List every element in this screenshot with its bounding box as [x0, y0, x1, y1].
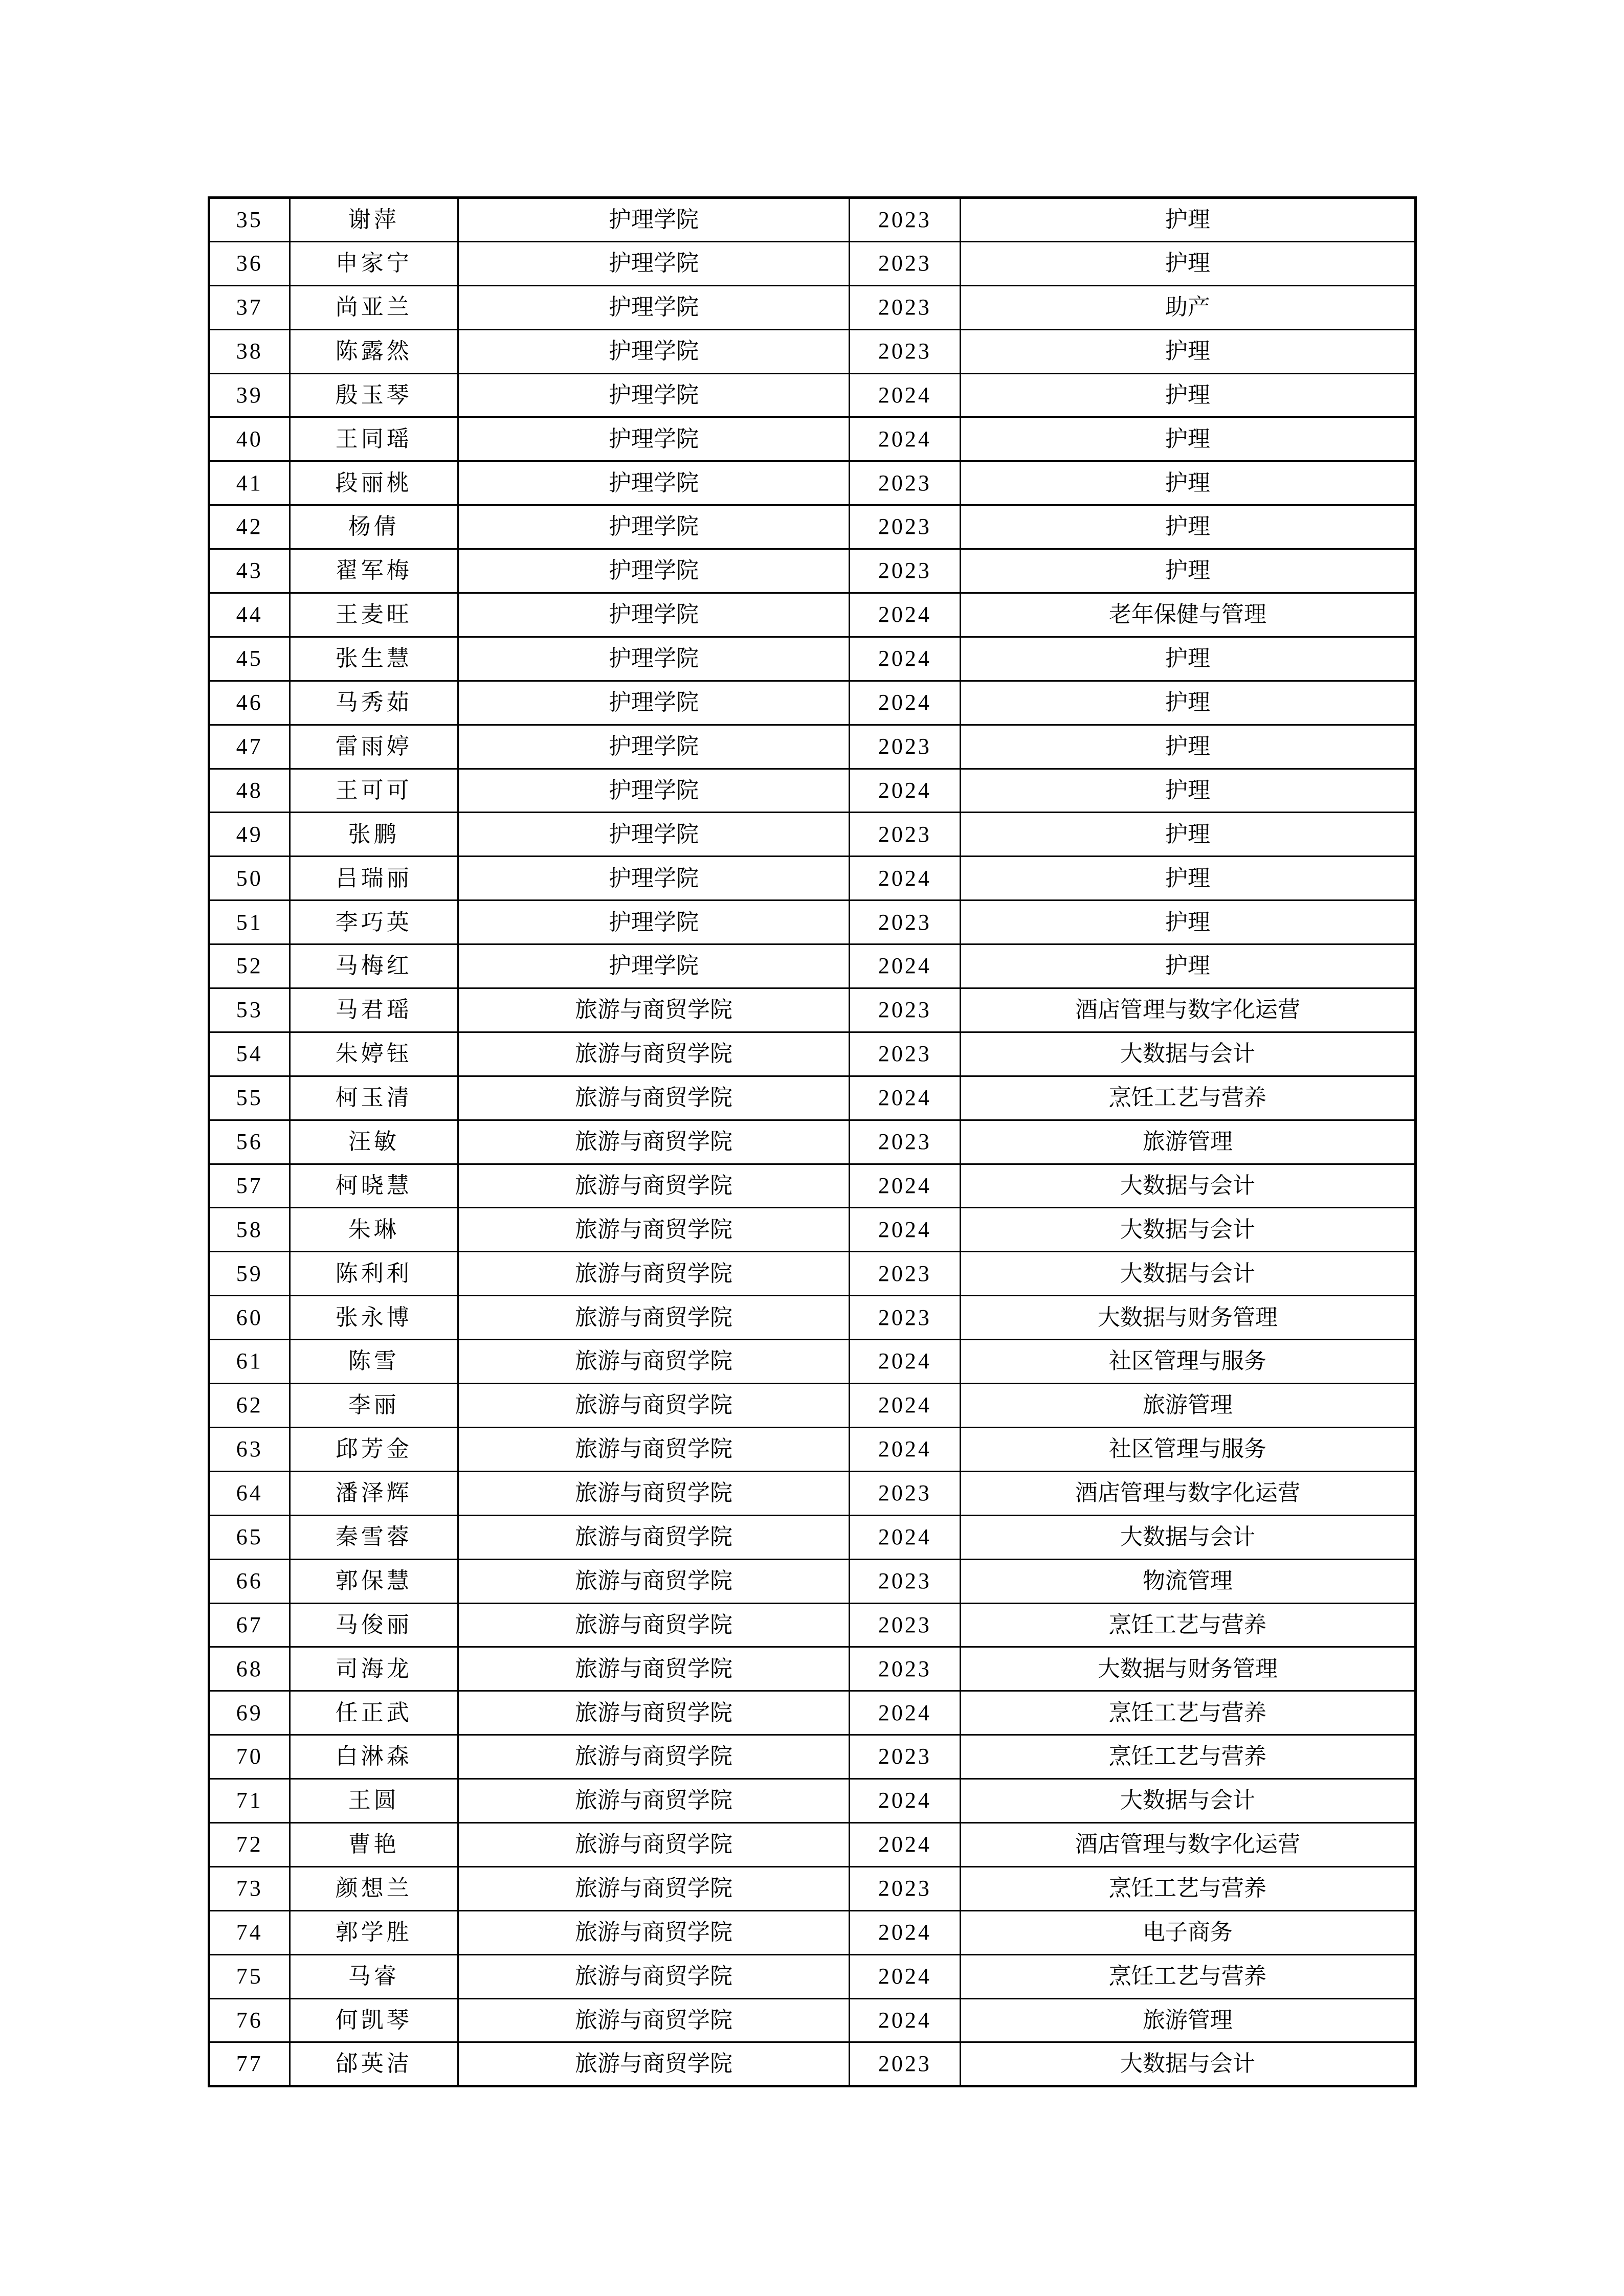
cell-major: 护理 [960, 725, 1415, 769]
table-row [209, 1559, 1416, 1603]
cell-row-number: 36 [209, 241, 290, 285]
cell-major: 大数据与会计 [960, 1779, 1415, 1823]
table-row [209, 857, 1416, 901]
cell-college: 护理学院 [458, 417, 849, 461]
cell-major: 护理 [960, 813, 1415, 857]
cell-college: 护理学院 [458, 329, 849, 373]
cell-row-number: 54 [209, 1032, 290, 1076]
cell-grade-year: 2023 [850, 2042, 961, 2086]
cell-college: 护理学院 [458, 944, 849, 988]
cell-student-name: 朱琳 [290, 1208, 458, 1252]
cell-grade-year: 2024 [850, 769, 961, 813]
cell-college: 旅游与商贸学院 [458, 1691, 849, 1735]
cell-college: 旅游与商贸学院 [458, 1252, 849, 1296]
cell-college: 护理学院 [458, 769, 849, 813]
cell-college: 旅游与商贸学院 [458, 1822, 849, 1866]
table-row [209, 1866, 1416, 1910]
cell-major: 酒店管理与数字化运营 [960, 1471, 1415, 1515]
cell-college: 护理学院 [458, 461, 849, 505]
cell-grade-year: 2024 [850, 1076, 961, 1120]
cell-row-number: 57 [209, 1164, 290, 1208]
cell-grade-year: 2023 [850, 198, 961, 242]
cell-student-name: 邱芳金 [290, 1427, 458, 1471]
table-row [209, 1954, 1416, 1998]
cell-row-number: 42 [209, 505, 290, 549]
cell-major: 护理 [960, 417, 1415, 461]
table-row [209, 1252, 1416, 1296]
table-row [209, 681, 1416, 725]
cell-student-name: 吕瑞丽 [290, 857, 458, 901]
cell-major: 大数据与财务管理 [960, 1296, 1415, 1340]
cell-row-number: 55 [209, 1076, 290, 1120]
cell-college: 旅游与商贸学院 [458, 1427, 849, 1471]
cell-grade-year: 2023 [850, 1120, 961, 1164]
cell-student-name: 马梅红 [290, 944, 458, 988]
cell-row-number: 74 [209, 1910, 290, 1954]
cell-major: 大数据与会计 [960, 1515, 1415, 1559]
cell-major: 老年保健与管理 [960, 593, 1415, 637]
cell-grade-year: 2023 [850, 329, 961, 373]
table-row [209, 725, 1416, 769]
cell-student-name: 柯晓慧 [290, 1164, 458, 1208]
table-row [209, 1647, 1416, 1691]
cell-grade-year: 2023 [850, 241, 961, 285]
cell-college: 旅游与商贸学院 [458, 1296, 849, 1340]
cell-student-name: 杨倩 [290, 505, 458, 549]
cell-student-name: 秦雪蓉 [290, 1515, 458, 1559]
cell-student-name: 任正武 [290, 1691, 458, 1735]
cell-grade-year: 2024 [850, 1910, 961, 1954]
table-row [209, 769, 1416, 813]
cell-row-number: 66 [209, 1559, 290, 1603]
cell-grade-year: 2023 [850, 1471, 961, 1515]
cell-college: 旅游与商贸学院 [458, 1603, 849, 1647]
cell-student-name: 白淋森 [290, 1735, 458, 1779]
table-row [209, 1735, 1416, 1779]
cell-grade-year: 2023 [850, 901, 961, 944]
cell-major: 大数据与会计 [960, 2042, 1415, 2086]
cell-grade-year: 2024 [850, 417, 961, 461]
table-row [209, 1603, 1416, 1647]
cell-college: 旅游与商贸学院 [458, 1647, 849, 1691]
cell-row-number: 44 [209, 593, 290, 637]
table-row [209, 813, 1416, 857]
cell-college: 护理学院 [458, 681, 849, 725]
cell-row-number: 43 [209, 549, 290, 593]
cell-college: 护理学院 [458, 637, 849, 681]
cell-student-name: 马君瑶 [290, 988, 458, 1032]
cell-grade-year: 2024 [850, 1779, 961, 1823]
cell-major: 烹饪工艺与营养 [960, 1735, 1415, 1779]
cell-student-name: 王麦旺 [290, 593, 458, 637]
cell-row-number: 37 [209, 285, 290, 329]
table-row [209, 1340, 1416, 1384]
cell-major: 护理 [960, 241, 1415, 285]
cell-student-name: 马秀茹 [290, 681, 458, 725]
cell-student-name: 颜想兰 [290, 1866, 458, 1910]
table-row [209, 461, 1416, 505]
cell-college: 护理学院 [458, 373, 849, 417]
cell-major: 电子商务 [960, 1910, 1415, 1954]
table-row [209, 1822, 1416, 1866]
cell-row-number: 50 [209, 857, 290, 901]
cell-student-name: 王圆 [290, 1779, 458, 1823]
cell-row-number: 53 [209, 988, 290, 1032]
cell-row-number: 73 [209, 1866, 290, 1910]
cell-college: 护理学院 [458, 505, 849, 549]
cell-college: 旅游与商贸学院 [458, 1998, 849, 2042]
cell-row-number: 60 [209, 1296, 290, 1340]
cell-major: 烹饪工艺与营养 [960, 1866, 1415, 1910]
cell-grade-year: 2023 [850, 1296, 961, 1340]
cell-grade-year: 2023 [850, 1603, 961, 1647]
cell-major: 旅游管理 [960, 1120, 1415, 1164]
cell-grade-year: 2024 [850, 593, 961, 637]
cell-row-number: 40 [209, 417, 290, 461]
cell-grade-year: 2024 [850, 1515, 961, 1559]
cell-major: 大数据与会计 [960, 1208, 1415, 1252]
cell-student-name: 陈利利 [290, 1252, 458, 1296]
cell-student-name: 朱婷钰 [290, 1032, 458, 1076]
cell-student-name: 翟军梅 [290, 549, 458, 593]
cell-student-name: 谢萍 [290, 198, 458, 242]
cell-row-number: 75 [209, 1954, 290, 1998]
cell-college: 旅游与商贸学院 [458, 1515, 849, 1559]
cell-college: 旅游与商贸学院 [458, 1208, 849, 1252]
cell-major: 护理 [960, 549, 1415, 593]
cell-major: 社区管理与服务 [960, 1427, 1415, 1471]
cell-major: 护理 [960, 461, 1415, 505]
cell-row-number: 49 [209, 813, 290, 857]
cell-student-name: 郭学胜 [290, 1910, 458, 1954]
cell-college: 护理学院 [458, 549, 849, 593]
cell-grade-year: 2023 [850, 461, 961, 505]
cell-major: 护理 [960, 681, 1415, 725]
cell-row-number: 51 [209, 901, 290, 944]
cell-row-number: 46 [209, 681, 290, 725]
cell-grade-year: 2024 [850, 857, 961, 901]
cell-student-name: 王同瑶 [290, 417, 458, 461]
cell-college: 护理学院 [458, 241, 849, 285]
cell-grade-year: 2023 [850, 285, 961, 329]
cell-grade-year: 2023 [850, 988, 961, 1032]
table-row [209, 505, 1416, 549]
cell-college: 旅游与商贸学院 [458, 1779, 849, 1823]
table-row [209, 1032, 1416, 1076]
cell-college: 旅游与商贸学院 [458, 1559, 849, 1603]
cell-major: 酒店管理与数字化运营 [960, 988, 1415, 1032]
cell-major: 大数据与会计 [960, 1032, 1415, 1076]
student-roster-table-body [209, 198, 1416, 2086]
cell-major: 护理 [960, 901, 1415, 944]
cell-row-number: 35 [209, 198, 290, 242]
cell-student-name: 张鹏 [290, 813, 458, 857]
cell-college: 护理学院 [458, 593, 849, 637]
table-row [209, 1691, 1416, 1735]
table-row [209, 944, 1416, 988]
cell-college: 旅游与商贸学院 [458, 1866, 849, 1910]
cell-major: 烹饪工艺与营养 [960, 1691, 1415, 1735]
cell-row-number: 52 [209, 944, 290, 988]
cell-grade-year: 2024 [850, 1208, 961, 1252]
cell-college: 旅游与商贸学院 [458, 1340, 849, 1384]
cell-college: 护理学院 [458, 857, 849, 901]
cell-student-name: 邰英洁 [290, 2042, 458, 2086]
cell-college: 旅游与商贸学院 [458, 2042, 849, 2086]
table-row [209, 329, 1416, 373]
cell-student-name: 申家宁 [290, 241, 458, 285]
cell-grade-year: 2024 [850, 681, 961, 725]
cell-row-number: 61 [209, 1340, 290, 1384]
cell-major: 烹饪工艺与营养 [960, 1954, 1415, 1998]
cell-college: 旅游与商贸学院 [458, 1471, 849, 1515]
cell-row-number: 69 [209, 1691, 290, 1735]
cell-college: 护理学院 [458, 198, 849, 242]
table-row [209, 1208, 1416, 1252]
cell-row-number: 41 [209, 461, 290, 505]
cell-grade-year: 2024 [850, 1384, 961, 1428]
table-row [209, 1471, 1416, 1515]
cell-major: 物流管理 [960, 1559, 1415, 1603]
cell-student-name: 汪敏 [290, 1120, 458, 1164]
cell-student-name: 陈露然 [290, 329, 458, 373]
cell-student-name: 柯玉清 [290, 1076, 458, 1120]
cell-major: 旅游管理 [960, 1384, 1415, 1428]
cell-major: 酒店管理与数字化运营 [960, 1822, 1415, 1866]
cell-student-name: 何凯琴 [290, 1998, 458, 2042]
cell-student-name: 尚亚兰 [290, 285, 458, 329]
cell-row-number: 45 [209, 637, 290, 681]
cell-row-number: 58 [209, 1208, 290, 1252]
table-row [209, 901, 1416, 944]
table-row [209, 1427, 1416, 1471]
table-row [209, 1910, 1416, 1954]
cell-row-number: 47 [209, 725, 290, 769]
cell-college: 旅游与商贸学院 [458, 1735, 849, 1779]
cell-grade-year: 2024 [850, 1822, 961, 1866]
cell-college: 旅游与商贸学院 [458, 1032, 849, 1076]
cell-row-number: 64 [209, 1471, 290, 1515]
cell-student-name: 张永博 [290, 1296, 458, 1340]
cell-college: 旅游与商贸学院 [458, 1164, 849, 1208]
table-row [209, 1384, 1416, 1428]
cell-major: 大数据与会计 [960, 1252, 1415, 1296]
cell-major: 助产 [960, 285, 1415, 329]
cell-student-name: 李丽 [290, 1384, 458, 1428]
cell-grade-year: 2023 [850, 1647, 961, 1691]
cell-grade-year: 2024 [850, 1164, 961, 1208]
cell-row-number: 76 [209, 1998, 290, 2042]
cell-major: 护理 [960, 944, 1415, 988]
cell-major: 大数据与财务管理 [960, 1647, 1415, 1691]
cell-grade-year: 2023 [850, 1735, 961, 1779]
cell-major: 大数据与会计 [960, 1164, 1415, 1208]
cell-grade-year: 2024 [850, 1427, 961, 1471]
table-row [209, 549, 1416, 593]
cell-college: 旅游与商贸学院 [458, 1076, 849, 1120]
cell-student-name: 雷雨婷 [290, 725, 458, 769]
cell-student-name: 王可可 [290, 769, 458, 813]
cell-row-number: 48 [209, 769, 290, 813]
cell-college: 旅游与商贸学院 [458, 1384, 849, 1428]
cell-student-name: 马俊丽 [290, 1603, 458, 1647]
cell-row-number: 77 [209, 2042, 290, 2086]
cell-grade-year: 2023 [850, 1559, 961, 1603]
cell-grade-year: 2024 [850, 1954, 961, 1998]
cell-college: 护理学院 [458, 725, 849, 769]
cell-student-name: 郭保慧 [290, 1559, 458, 1603]
cell-grade-year: 2023 [850, 813, 961, 857]
cell-row-number: 59 [209, 1252, 290, 1296]
cell-grade-year: 2024 [850, 1691, 961, 1735]
cell-major: 烹饪工艺与营养 [960, 1603, 1415, 1647]
cell-row-number: 72 [209, 1822, 290, 1866]
cell-row-number: 38 [209, 329, 290, 373]
cell-grade-year: 2024 [850, 944, 961, 988]
cell-college: 护理学院 [458, 901, 849, 944]
cell-grade-year: 2023 [850, 1032, 961, 1076]
table-row [209, 285, 1416, 329]
cell-student-name: 马睿 [290, 1954, 458, 1998]
cell-student-name: 段丽桃 [290, 461, 458, 505]
table-row [209, 373, 1416, 417]
table-row [209, 198, 1416, 242]
cell-major: 护理 [960, 637, 1415, 681]
cell-college: 护理学院 [458, 285, 849, 329]
cell-row-number: 56 [209, 1120, 290, 1164]
table-row [209, 1076, 1416, 1120]
cell-major: 护理 [960, 198, 1415, 242]
cell-row-number: 71 [209, 1779, 290, 1823]
table-row [209, 988, 1416, 1032]
cell-grade-year: 2023 [850, 1252, 961, 1296]
cell-major: 护理 [960, 373, 1415, 417]
cell-college: 旅游与商贸学院 [458, 1910, 849, 1954]
cell-college: 旅游与商贸学院 [458, 1120, 849, 1164]
cell-student-name: 陈雪 [290, 1340, 458, 1384]
cell-major: 旅游管理 [960, 1998, 1415, 2042]
cell-student-name: 李巧英 [290, 901, 458, 944]
cell-student-name: 张生慧 [290, 637, 458, 681]
cell-college: 护理学院 [458, 813, 849, 857]
cell-grade-year: 2024 [850, 637, 961, 681]
cell-grade-year: 2024 [850, 1340, 961, 1384]
table-row [209, 637, 1416, 681]
table-row [209, 241, 1416, 285]
cell-major: 社区管理与服务 [960, 1340, 1415, 1384]
cell-major: 护理 [960, 329, 1415, 373]
cell-major: 护理 [960, 857, 1415, 901]
cell-row-number: 65 [209, 1515, 290, 1559]
cell-row-number: 63 [209, 1427, 290, 1471]
table-row [209, 1120, 1416, 1164]
table-row [209, 2042, 1416, 2086]
student-roster-table [208, 196, 1417, 2087]
cell-student-name: 殷玉琴 [290, 373, 458, 417]
cell-student-name: 潘泽辉 [290, 1471, 458, 1515]
cell-grade-year: 2023 [850, 549, 961, 593]
cell-grade-year: 2023 [850, 1866, 961, 1910]
cell-grade-year: 2024 [850, 1998, 961, 2042]
cell-row-number: 68 [209, 1647, 290, 1691]
table-row [209, 1779, 1416, 1823]
table-row [209, 417, 1416, 461]
cell-major: 烹饪工艺与营养 [960, 1076, 1415, 1120]
cell-college: 旅游与商贸学院 [458, 988, 849, 1032]
table-row [209, 593, 1416, 637]
cell-row-number: 70 [209, 1735, 290, 1779]
table-row [209, 1998, 1416, 2042]
cell-row-number: 67 [209, 1603, 290, 1647]
cell-major: 护理 [960, 505, 1415, 549]
cell-grade-year: 2024 [850, 373, 961, 417]
cell-row-number: 39 [209, 373, 290, 417]
cell-row-number: 62 [209, 1384, 290, 1428]
cell-student-name: 司海龙 [290, 1647, 458, 1691]
cell-grade-year: 2023 [850, 505, 961, 549]
cell-college: 旅游与商贸学院 [458, 1954, 849, 1998]
cell-grade-year: 2023 [850, 725, 961, 769]
cell-student-name: 曹艳 [290, 1822, 458, 1866]
cell-major: 护理 [960, 769, 1415, 813]
table-row [209, 1296, 1416, 1340]
table-row [209, 1515, 1416, 1559]
table-row [209, 1164, 1416, 1208]
